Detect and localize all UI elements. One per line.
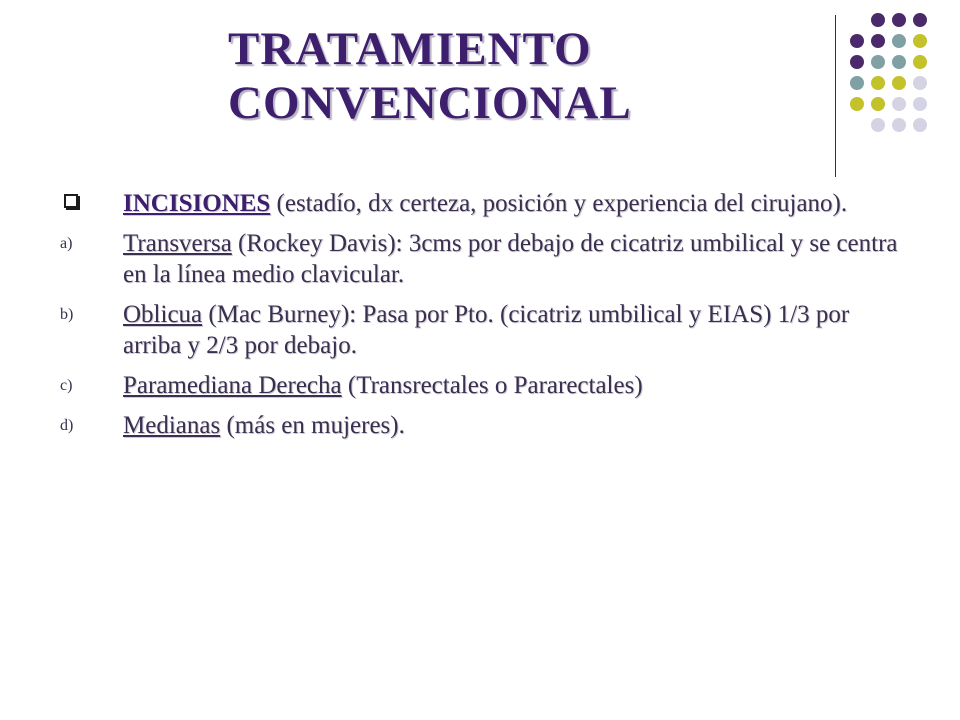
- decorative-dot: [871, 13, 885, 27]
- decorative-dot: [850, 55, 864, 69]
- decorative-dot: [871, 34, 885, 48]
- list-marker: a): [60, 235, 73, 252]
- decorative-dot: [913, 34, 927, 48]
- item-text: (Rockey Davis): 3cms por debajo de cicatriz umbilical y se centra en la línea medio clavicular.: [123, 230, 898, 288]
- list-item-a: [60, 228, 910, 290]
- item-text: (Mac Burney): Pasa por Pto. (cicatriz umbilical y EIAS) 1/3 por arriba y 2/3 por debajo.: [123, 301, 850, 359]
- decorative-dot: [913, 13, 927, 27]
- slide-body: [60, 188, 910, 450]
- item-term: Paramediana Derecha: [123, 372, 342, 399]
- list-item-c: [60, 370, 910, 401]
- decorative-dot: [913, 97, 927, 111]
- decorative-dot: [850, 34, 864, 48]
- title-line-2: CONVENCIONAL: [228, 77, 632, 129]
- decorative-dot: [892, 55, 906, 69]
- decorative-dot: [892, 13, 906, 27]
- incisiones-term: INCISIONES: [123, 190, 271, 217]
- decorative-dot: [850, 97, 864, 111]
- decorative-divider-line: [835, 15, 836, 177]
- item-term: Transversa: [123, 230, 232, 257]
- item-term: Medianas: [123, 412, 221, 439]
- item-text: (más en mujeres).: [220, 412, 405, 439]
- decorative-dot: [892, 97, 906, 111]
- decorative-dot: [871, 97, 885, 111]
- decorative-dot: [850, 76, 864, 90]
- decorative-dot: [871, 118, 885, 132]
- decorative-dot: [913, 55, 927, 69]
- list-item-b: [60, 299, 910, 361]
- list-marker: b): [60, 306, 74, 323]
- list-marker: d): [60, 417, 74, 434]
- slide-title: [228, 22, 788, 130]
- list-item-incisiones: [60, 188, 910, 219]
- incisiones-text: (estadío, dx certeza, posición y experiencia del cirujano).: [270, 190, 848, 217]
- item-term: Oblicua: [123, 301, 203, 328]
- decorative-dot: [892, 76, 906, 90]
- decorative-dot: [871, 76, 885, 90]
- title-line-1: TRATAMIENTO: [228, 23, 592, 75]
- decorative-dot: [913, 76, 927, 90]
- decorative-dot: [871, 55, 885, 69]
- list-item-d: [60, 410, 910, 441]
- decorative-dot: [892, 118, 906, 132]
- decorative-dot: [913, 118, 927, 132]
- decorative-dot: [892, 34, 906, 48]
- item-text: (Transrectales o Pararectales): [341, 372, 643, 399]
- list-marker: c): [60, 377, 73, 394]
